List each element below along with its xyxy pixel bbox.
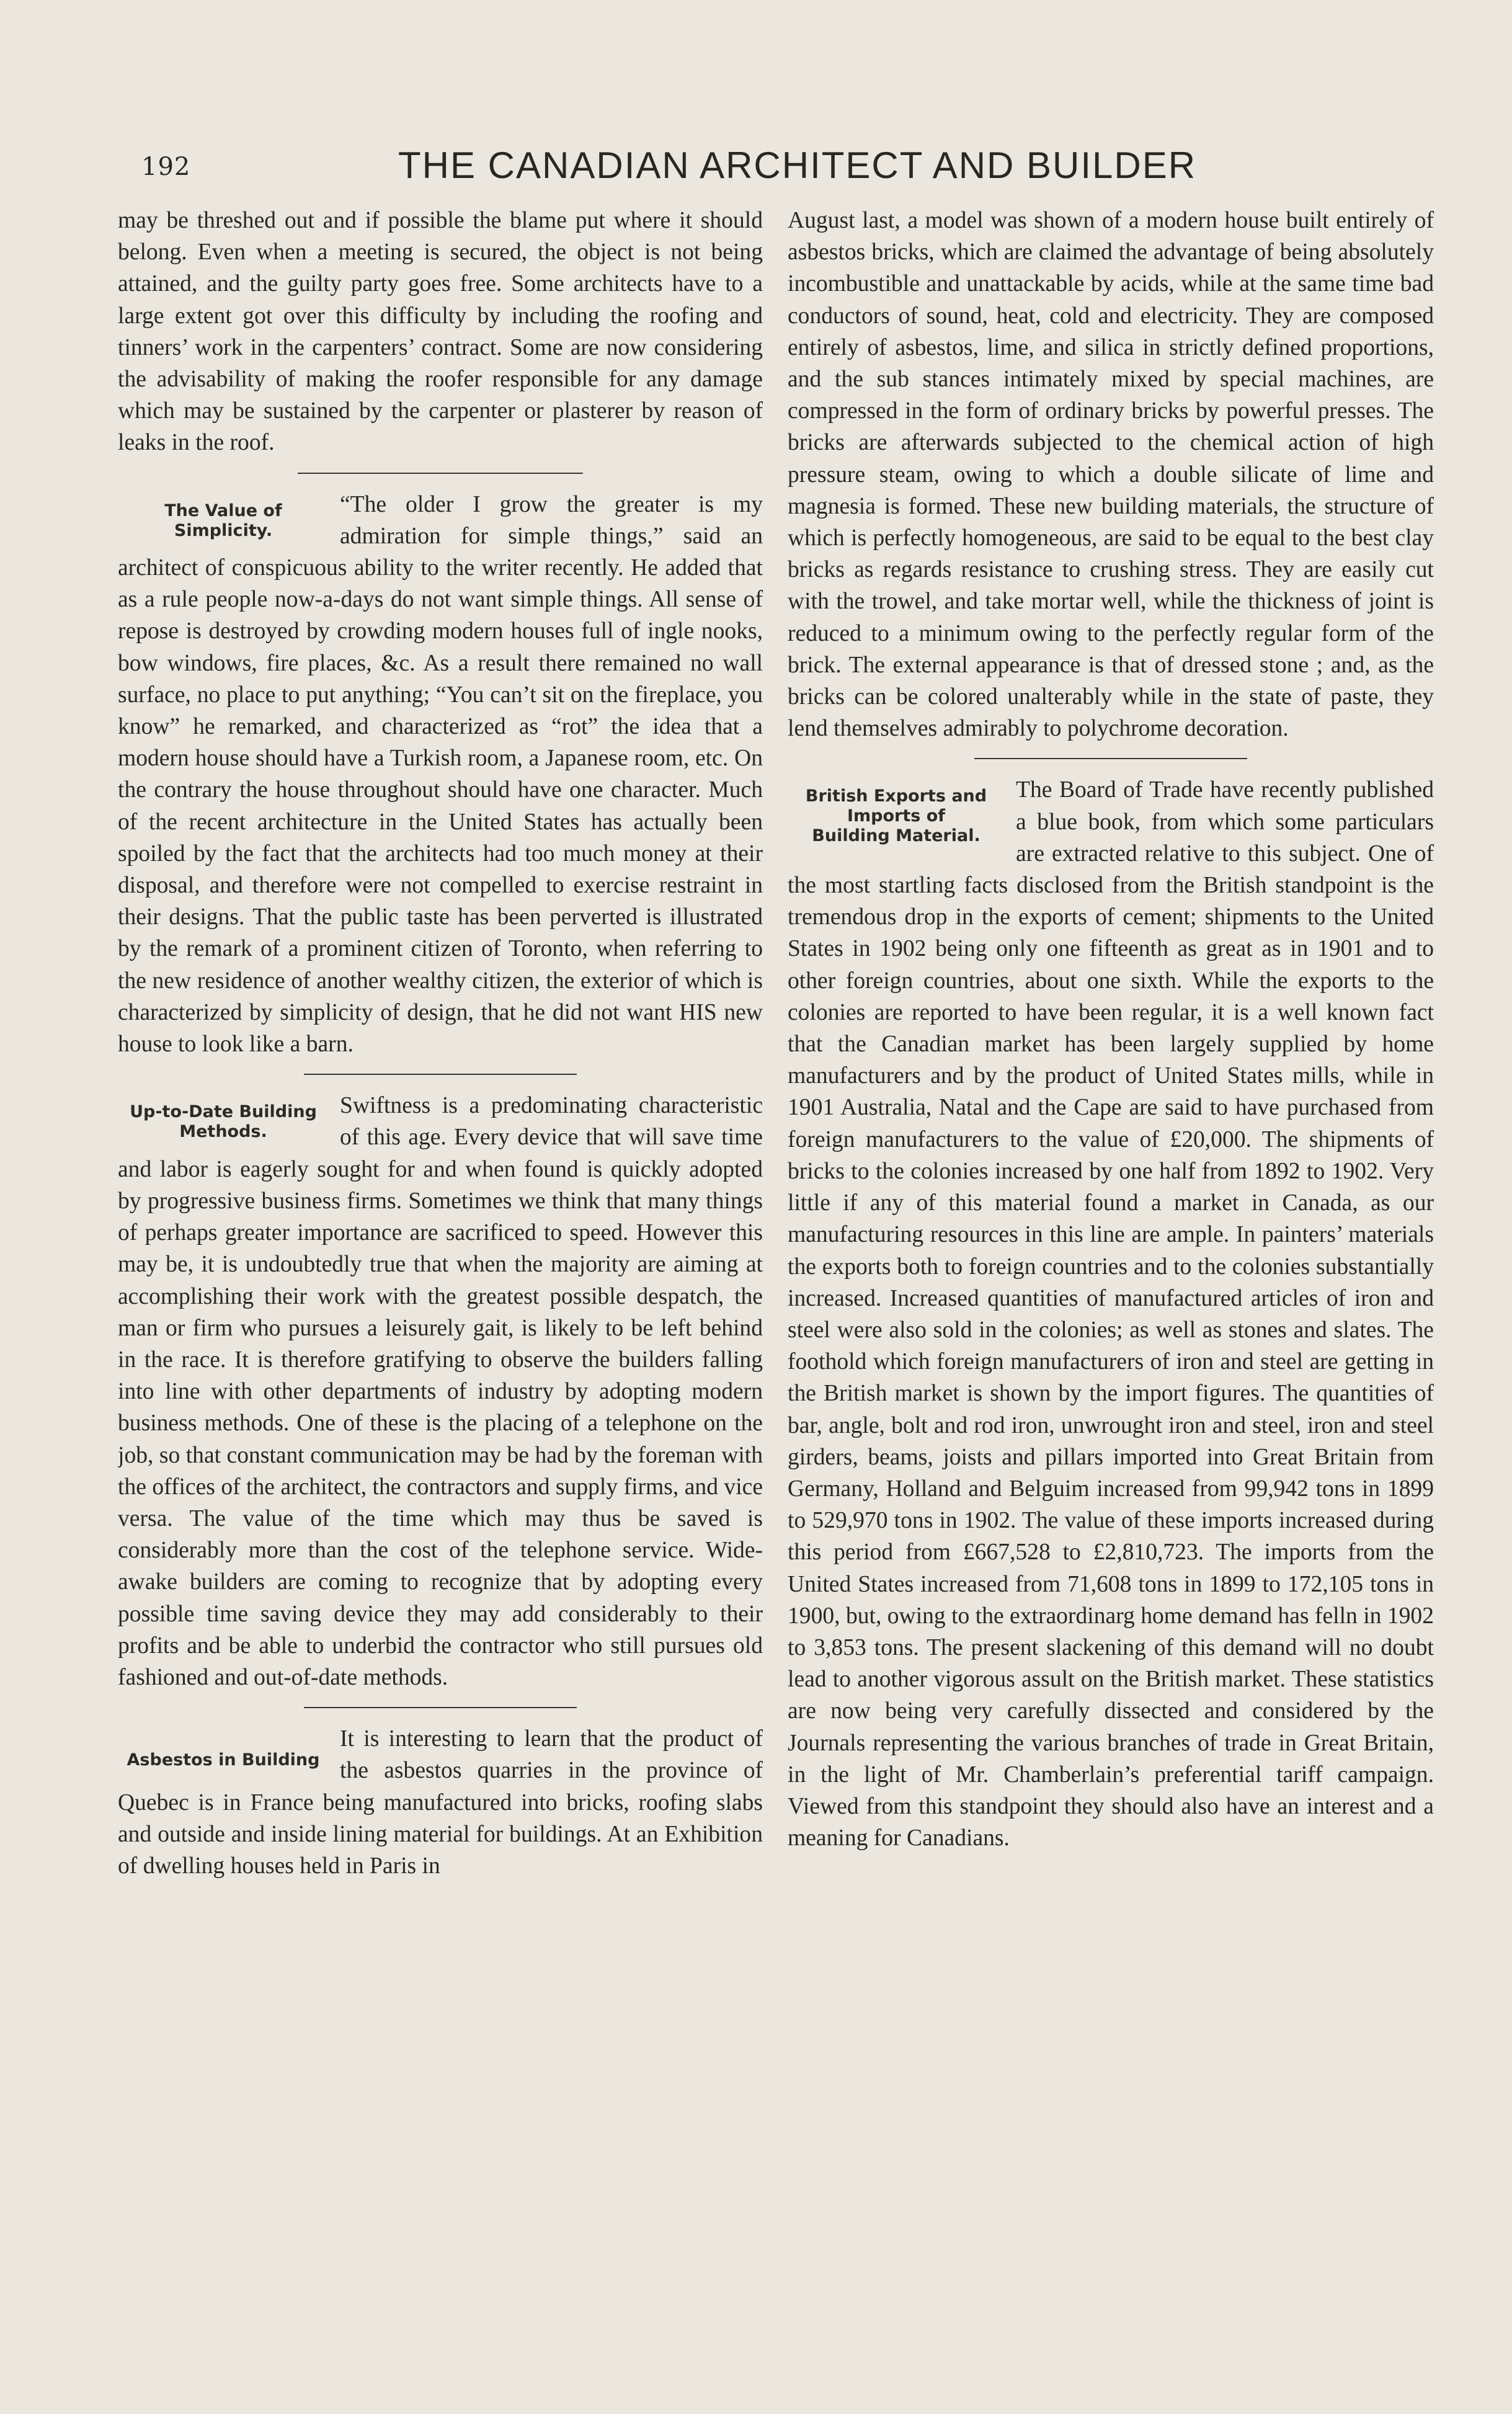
side-heading-line: Building Material. — [812, 826, 981, 846]
article-building-methods — [118, 1090, 763, 1693]
section-divider — [304, 1707, 577, 1708]
side-heading-line: Imports of — [847, 806, 946, 826]
side-heading — [118, 1750, 329, 1770]
side-heading-line: Asbestos in Building — [127, 1750, 320, 1770]
section-divider — [298, 473, 583, 474]
side-heading-line: Methods. — [179, 1122, 267, 1142]
side-heading — [788, 786, 1005, 846]
section-divider — [974, 758, 1247, 759]
article-body: “The older I grow the greater is my admiration for simple things,” said an architect of conspicuous ability to the writer recently. He added that as a rule people now-a-days do not want simple things. All sense of repose is destroyed by crowding modern houses full of ingle nooks, bow windows, fire places, &c. As a result there remained no wall surface, no place to put anything; “You can’t sit on the fireplace, you know” he remarked, and characterized as “rot” the idea that a modern house should have a Turkish room, a Japanese room, etc. On the contrary the house throughout should have one character. Much of the recent architecture in the United States has actually been spoiled by the fact that the architects had too much money at their disposal, and therefore were not compelled to exercise restraint in their designs. That the public taste has been perverted is illustrated by the remark of a prominent citizen of Toronto, when referring to the new residence of another wealthy citizen, the exterior of which is characterized by simplicity of design, that he did not want HIS new house to look like a barn. — [118, 491, 763, 1058]
article-value-of-simplicity — [118, 489, 763, 1061]
side-heading — [118, 1102, 329, 1142]
continued-paragraph: may be threshed out and if possible the blame put where it should belong. Even when a meeting is secured, the object is not being attained, and the guilty party goes free. Some architects have to a large extent got over this difficulty by including the roofing and tinners’ work in the carpenters’ contract. Some are now considering the advisability of making the roofer responsible for any damage which may be sustained by the carpenter or plasterer by reason of leaks in the roof. — [118, 208, 763, 456]
article-body: The Board of Trade have recently published a blue book, from which some particulars are extracted relative to this subject. One of the most startling facts disclosed from the British standpoint is the tremendous drop in the exports of cement; shipments to the United States in 1902 being only one fifteenth as great as in 1901 and to other foreign countries, about one sixth. While the exports to the colonies are reported to have been regular, it is a well known fact that the Canadian market has been largely supplied by home manufacturers and by the product of United States mills, while in 1901 Australia, Natal and the Cape are said to have purchased from foreign manufacturers to the value of £20,000. The shipments of bricks to the colonies increased by one half from 1892 to 1902. Very little if any of this material found a market in Canada, as our manufacturing resources in this line are ample. In painters’ materials the exports both to foreign countries and to the colonies substantially increased. Increased quantities of manufactured articles of iron and steel were also sold in the colonies; as well as stones and slates. The foothold which foreign manufacturers of iron and steel are getting in the British market is shown by the import figures. The quantities of bar, angle, bolt and rod iron, unwrought iron and steel, iron and steel girders, beams, joists and pillars imported into Great Britain from Germany, Holland and Belguim increased from 99,942 tons in 1899 to 529,970 tons in 1902. The value of these imports increased during this period from £667,528 to £2,810,723. The imports from the United States increased from 71,608 tons in 1899 to 172,105 tons in 1900, but, owing to the extraordinarg home demand has felln in 1902 to 3,853 tons. The present slackening of this demand will no doubt lead to another vigorous assult on the British market. These statistics are now being very carefully dissected and considered by the Journals representing the various branches of trade in Great Britain, in the light of Mr. Chamberlain’s preferential tariff campaign. Viewed from this standpoint they should also have an interest and a meaning for Canadians. — [788, 777, 1434, 1851]
side-heading — [118, 501, 329, 541]
page-number: 192 — [141, 153, 191, 181]
section-divider — [304, 1074, 577, 1075]
article-asbestos — [118, 1723, 763, 1882]
journal-title: THE CANADIAN ARCHITECT AND BUILDER — [398, 145, 1197, 186]
side-heading-line: The Value of — [164, 501, 282, 520]
article-body: It is interesting to learn that the product of the asbestos quarries in the province of Quebec is in France being manufactured into bricks, roofing slabs and outside and inside lining material for buildings. At an Exhibition of dwelling houses held in Paris in — [118, 1726, 763, 1879]
right-column — [788, 205, 1434, 1854]
continued-paragraph: August last, a model was shown of a modern house built entirely of asbestos bricks, which are claimed the advantage of being absolutely incombustible and unattackable by acids, while at the same time bad conductors of sound, heat, cold and electricity. They are composed entirely of asbestos, lime, and silica in strictly defined proportions, and the sub stances intimately mixed by special machines, are compressed in the form of ordinary bricks by powerful presses. The bricks are afterwards subjected to the chemical action of high pressure steam, owing to which a double silicate of lime and magnesia is formed. These new building materials, the structure of which is perfectly homogeneous, are said to be equal to the best clay bricks as regards resistance to crushing stress. They are easily cut with the trowel, and take mortar well, while the thickness of joint is reduced to a minimum owing to the perfectly regular form of the brick. The external appearance is that of dressed stone ; and, as the bricks can be colored unalterably while in the state of paste, they lend themselves admirably to polychrome decoration. — [788, 208, 1434, 742]
side-heading-line: Up-to-Date Building — [130, 1102, 317, 1122]
side-heading-line: British Exports and — [805, 786, 987, 806]
left-column — [118, 205, 763, 1882]
article-british-exports — [788, 774, 1434, 1854]
article-body: Swiftness is a predominating characteristic of this age. Every device that will save time and labor is eagerly sought for and when found is quickly adopted by progressive business firms. Sometimes we think that many things of perhaps greater importance are sacrificed to speed. However this may be, it is undoubtedly true that when the majority are aiming at accomplishing their work with the greatest possible despatch, the man or firm who pursues a leisurely gait, is likely to be left behind in the race. It is therefore gratifying to observe the builders falling into line with other departments of industry by adopting modern business methods. One of these is the placing of a telephone on the job, so that constant communication may be had by the foreman with the offices of the architect, the contractors and supply firms, and vice versa. The value of the time which may thus be saved is considerably more than the cost of the telephone service. Wide-awake builders are coming to recognize that by adopting every possible time saving device they may add considerably to their profits and be able to underbid the contractor who still pursues old fashioned and out-of-date methods. — [118, 1093, 763, 1690]
side-heading-line: Simplicity. — [174, 520, 273, 540]
